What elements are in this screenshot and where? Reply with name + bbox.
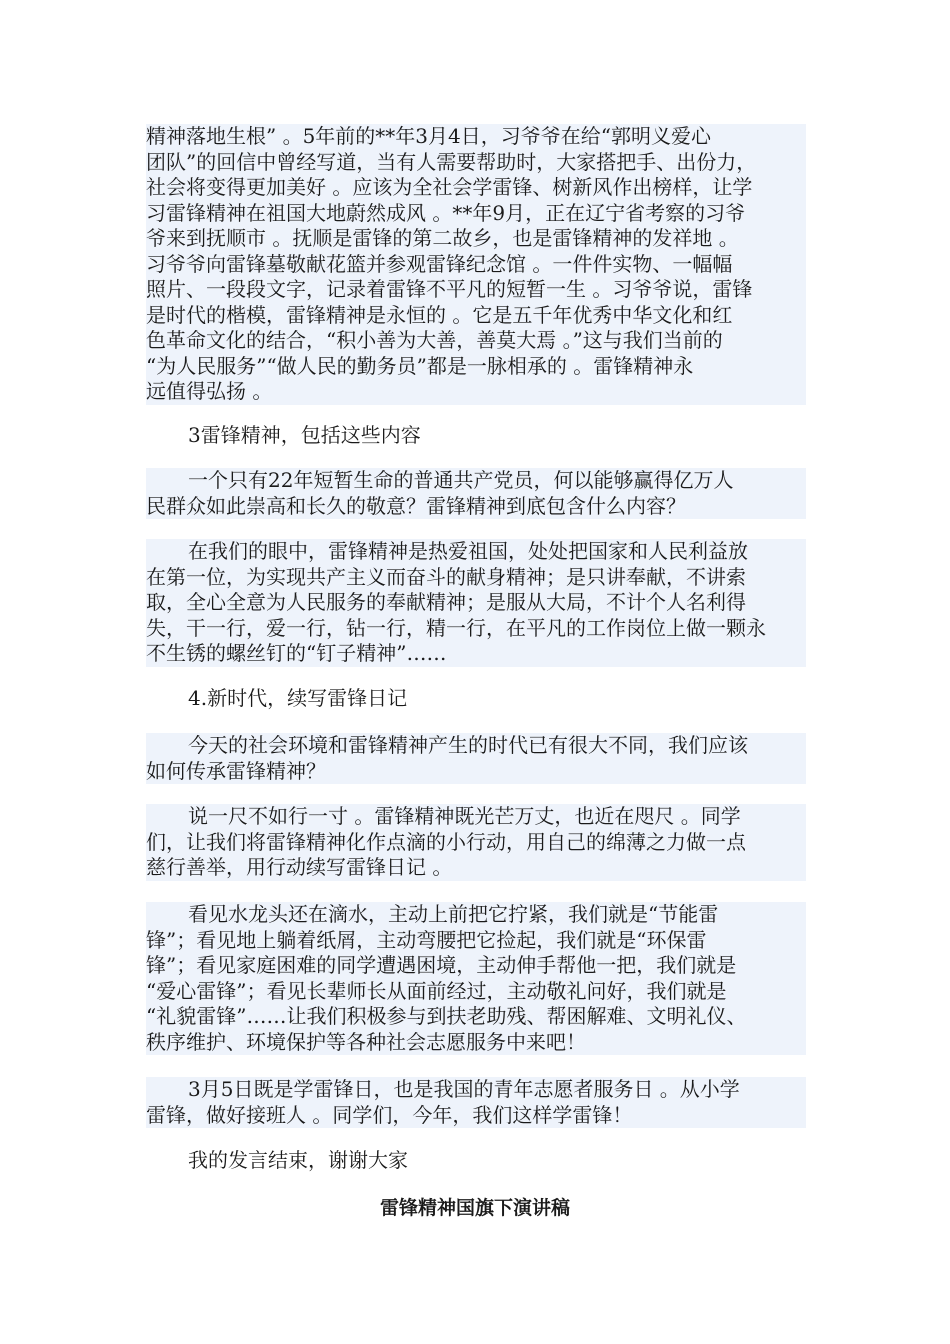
text-line: 社会将变得更加美好 。应该为全社会学雷锋、树新风作出榜样，让学 — [146, 175, 806, 201]
text-line: 不生锈的螺丝钉的“钉子精神”…… — [146, 641, 806, 667]
paragraph — [146, 804, 806, 881]
paragraph-continuation — [146, 124, 806, 405]
text-line: “为人民服务”“做人民的勤务员”都是一脉相承的 。雷锋精神永 — [146, 354, 806, 380]
text-line: 在第一位，为实现共产主义而奋斗的献身精神；是只讲奉献，不讲索 — [146, 565, 806, 591]
text-line: 习雷锋精神在祖国大地蔚然成风 。**年9月，正在辽宁省考察的习爷 — [146, 201, 806, 227]
text-line: 失，干一行，爱一行，钻一行，精一行，在平凡的工作岗位上做一颗永 — [146, 616, 806, 642]
text-line: 一个只有22年短暂生命的普通共产党员，何以能够赢得亿万人 — [146, 468, 806, 494]
paragraph — [146, 733, 806, 784]
text-line: 爷来到抚顺市 。抚顺是雷锋的第二故乡，也是雷锋精神的发祥地 。 — [146, 226, 806, 252]
text-line: 看见水龙头还在滴水，主动上前把它拧紧，我们就是“节能雷 — [146, 902, 806, 928]
text-line: “礼貌雷锋”……让我们积极参与到扶老助残、帮困解难、文明礼仪、 — [146, 1004, 806, 1030]
text-line: 雷锋，做好接班人 。同学们，今年，我们这样学雷锋！ — [146, 1103, 806, 1129]
text-line: 们，让我们将雷锋精神化作点滴的小行动，用自己的绵薄之力做一点 — [146, 830, 806, 856]
text-line: 团队”的回信中曾经写道，当有人需要帮助时，大家搭把手、出份力， — [146, 150, 806, 176]
text-line: 民群众如此崇高和长久的敬意？雷锋精神到底包含什么内容？ — [146, 494, 806, 520]
text-line: 远值得弘扬 。 — [146, 379, 806, 405]
paragraph — [146, 1077, 806, 1128]
text-line: “爱心雷锋”；看见长辈师长从面前经过，主动敬礼问好，我们就是 — [146, 979, 806, 1005]
text-line: 色革命文化的结合，“积小善为大善，善莫大焉 。”这与我们当前的 — [146, 328, 806, 354]
text-line: 在我们的眼中，雷锋精神是热爱祖国，处处把国家和人民利益放 — [146, 539, 806, 565]
text-line: 精神落地生根” 。5年前的**年3月4日，习爷爷在给“郭明义爱心 — [146, 124, 806, 150]
text-line: 说一尺不如行一寸 。雷锋精神既光芒万丈，也近在咫尺 。同学 — [146, 804, 806, 830]
text-line: 如何传承雷锋精神？ — [146, 759, 806, 785]
text-line: 取，全心全意为人民服务的奉献精神；是服从大局，不计个人名利得 — [146, 590, 806, 616]
text-line: 照片、一段段文字，记录着雷锋不平凡的短暂一生 。习爷爷说，雷锋 — [146, 277, 806, 303]
paragraph — [146, 539, 806, 667]
text-line: 锋”；看见地上躺着纸屑，主动弯腰把它捡起，我们就是“环保雷 — [146, 928, 806, 954]
section-heading-4 — [146, 686, 806, 712]
text-line: 今天的社会环境和雷锋精神产生的时代已有很大不同，我们应该 — [146, 733, 806, 759]
closing-remark — [146, 1148, 806, 1174]
text-line: 3月5日既是学雷锋日，也是我国的青年志愿者服务日 。从小学 — [146, 1077, 806, 1103]
heading-text: 4.新时代，续写雷锋日记 — [188, 686, 408, 710]
text-line: 慈行善举，用行动续写雷锋日记 。 — [146, 855, 806, 881]
text-line: 我的发言结束，谢谢大家 — [188, 1148, 408, 1172]
heading-text: 3雷锋精神，包括这些内容 — [188, 423, 421, 447]
document-title: 雷锋精神国旗下演讲稿 — [379, 1197, 570, 1219]
paragraph — [146, 902, 806, 1055]
text-line: 秩序维护、环境保护等各种社会志愿服务中来吧！ — [146, 1030, 806, 1056]
text-line: 是时代的楷模，雷锋精神是永恒的 。它是五千年优秀中华文化和红 — [146, 303, 806, 329]
section-heading-3 — [146, 423, 806, 449]
text-line: 习爷爷向雷锋墓敬献花篮并参观雷锋纪念馆 。一件件实物、一幅幅 — [146, 252, 806, 278]
paragraph — [146, 468, 806, 519]
text-line: 锋”；看见家庭困难的同学遭遇困境，主动伸手帮他一把，我们就是 — [146, 953, 806, 979]
